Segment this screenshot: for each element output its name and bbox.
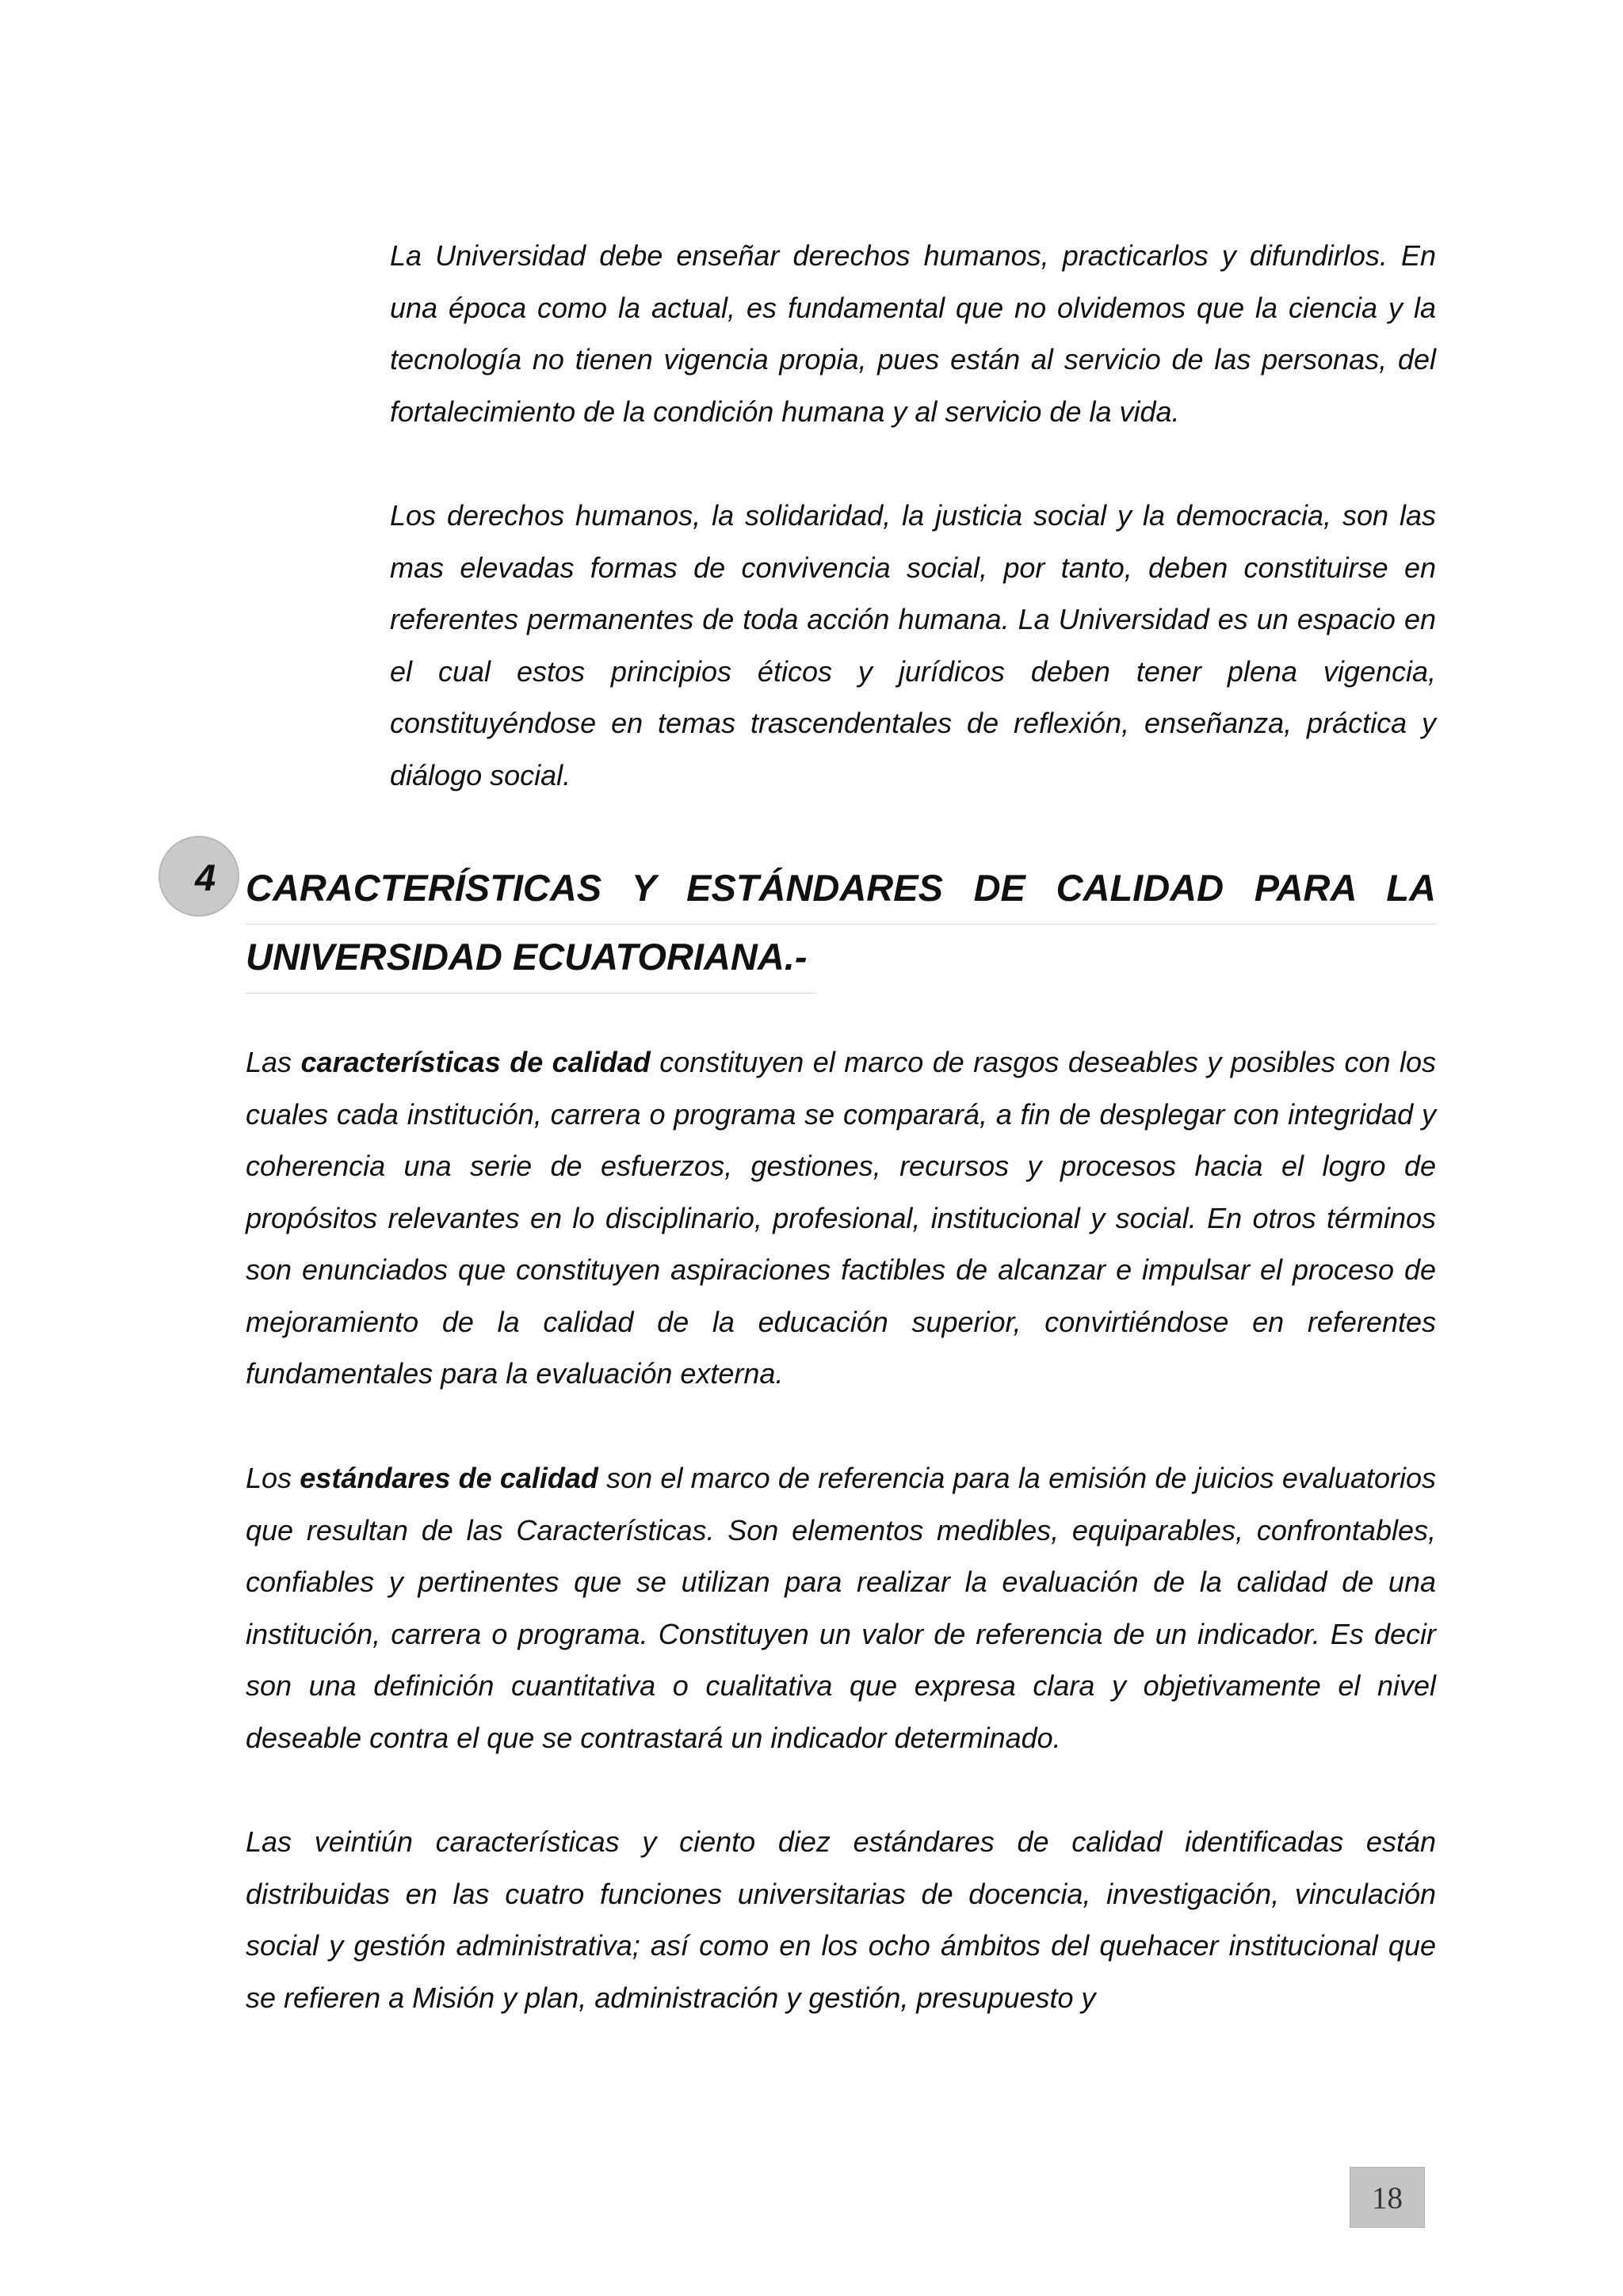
section-heading-line-2: UNIVERSIDAD ECUATORIANA.- [246,925,816,994]
paragraph-human-rights-teaching: La Universidad debe enseñar derechos humanos, practicarlos y difundirlos. En una época como la actual, es fundamental que no olvidemos que la ciencia y la tecnología no tienen vigencia propia, pues están al servicio de las personas, del fortalecimiento de la condición humana y al servicio de la vida. [390,239,1436,428]
term-standards: estándares de calidad [300,1462,598,1494]
paragraph-human-rights-values: Los derechos humanos, la solidaridad, la justicia social y la democracia, son las mas elevadas formas de convivencia social, por tanto, deben constituirse en referentes permanentes de toda acción humana. La Universidad es un espacio en el cual estos principios éticos y jurídicos deben tener plena vigencia, constituyéndose en temas trascendentales de reflexión, enseñanza, práctica y diálogo social. [390,499,1436,791]
section-heading [246,856,1436,994]
section-number: 4 [195,856,216,898]
term-characteristics: características de calidad [300,1046,651,1078]
paragraph-distribution: Las veintiún características y ciento diez estándares de calidad identificadas están distribuidas en las cuatro funciones universitarias de docencia, investigación, vinculación social y gestión administrativa; así como en los ocho ámbitos del quehacer institucional que se refieren a Misión y plan, administración y gestión, presupuesto y [246,1825,1436,2014]
text-span: constituyen el marco de rasgos deseables y posibles con los cuales cada institución, carrera o programa se comparará, a fin de desplegar con integridad y coherencia una serie de esfuerzos, gestiones, recursos y procesos hacia el logro de propósitos relevantes en lo disciplinario, profesional, institucional y social. En otros términos son enunciados que constituyen aspiraciones factibles de alcanzar e impulsar el proceso de mejoramiento de la calidad de la educación superior, convirtiéndose en referentes fundamentales para la evaluación externa. [246,1046,1436,1390]
page-number: 18 [1350,2167,1425,2228]
text-span: Las [246,1046,301,1078]
paragraph-quality-characteristics [246,1036,1436,1400]
section-heading-line-1: CARACTERÍSTICAS Y ESTÁNDARES DE CALIDAD PARA LA [246,856,1436,925]
paragraph-quality-standards [246,1452,1436,1764]
text-span: son el marco de referencia para la emisión de juicios evaluatorios que resultan de las Características. Son elementos medibles, equiparables, confrontables, confiables y pertinentes que se utilizan para realizar la evaluación de la calidad de una institución, carrera o programa. Constituyen un valor de referencia de un indicador. Es decir son una definición cuantitativa o cualitativa que expresa clara y objetivamente el nivel deseable contra el que se contrastará un indicador determinado. [246,1462,1437,1754]
text-span: Los [246,1462,300,1494]
